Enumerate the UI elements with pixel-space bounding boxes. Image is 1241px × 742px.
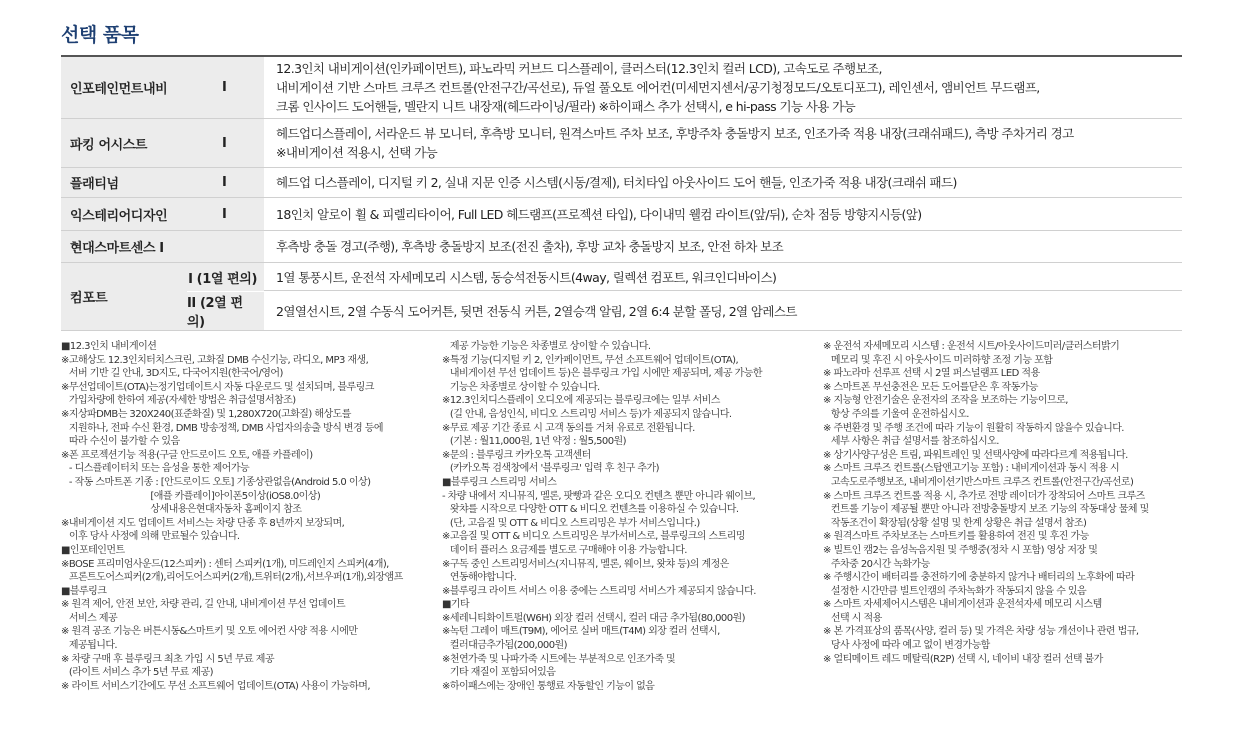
option-desc-line: 내비게이션 기반 스마트 크루즈 컨트롤(안전구간/곡선로), 듀얼 풀오토 에어컨(미세먼지센서/공기청정모드/오토디포그), 레인센서, 앰비언트 무드램프, [276,80,1040,95]
note-line: 기타 재질이 포함되어있음 [442,667,556,679]
note-line: - 디스플레이터치 또는 음성을 통한 제어가능 [61,463,250,475]
note-line: (단, 고음질 및 OTT & 비디오 스트리밍은 부가 서비스입니다.) [442,517,700,529]
option-row-exterior-design [61,198,1182,231]
note-line: ※ 본 가격표상의 품목(사양, 컬러 등) 및 가격은 차량 성능 개선이나 관련 법규, [823,626,1139,638]
option-desc [264,198,1182,230]
note-line: 상세내용은현대자동차 홈페이지 참조 [61,504,302,516]
note-line: - 작동 스마트폰 기종 : [안드로이드 오토] 기종상관없음(Android 5.0 이상) [61,476,371,488]
note-line: ※ 스마트 자세제어시스템은 내비게이션과 운전석자세 메모리 시스템 [823,599,1102,611]
note-line: 프론트도어스피커(2개),리어도어스피커(2개),트위터(2개),서브우퍼(1개),외장앰프 [61,572,403,584]
note-line: ※문의 : 블루링크 카카오톡 고객센터 [442,449,591,461]
note-line: 주차중 20시간 녹화가능 [823,558,930,570]
note-line: 선택 시 적용 [823,612,882,624]
comfort-sub-row [187,291,1182,330]
note-line: ※ 스마트 크루즈 컨트롤(스탑앤고기능 포함) : 내비게이션과 동시 적용 시 [823,463,1120,475]
note-line: ※ 운전석 자세메모리 시스템 : 운전석 시트/아웃사이드미러/클러스터밝기 [823,341,1120,352]
note-line: ※ 빌트인 캠2는 음성녹음지원 및 주행중(정차 시 포함) 영상 저장 및 [823,544,1098,556]
option-desc [264,119,1182,167]
note-line: ※블루링크 라이트 서비스 이용 중에는 스트리밍 서비스가 제공되지 않습니다. [442,585,756,597]
note-line: 내비게이션 무선 업데이트 등)은 블루링크 가입 시에만 제공되며, 제공 가능한 [442,368,762,380]
option-category [61,119,264,167]
option-row-smart-sense [61,231,1182,263]
note-line: ※ 얼티메이트 레드 메탈릭(R2P) 선택 시, 네이비 내장 컬러 선택 불가 [823,653,1103,665]
options-table [61,55,1182,331]
note-line: 메모리 및 후진 시 아웃사이드 미러하향 조정 기능 포함 [823,354,1053,366]
note-line: 따라 수신이 불가할 수 있음 [61,436,180,448]
note-line: ※12.3인치디스플레이 오디오에 제공되는 블루링크에는 일부 서비스 [442,395,720,407]
note-line: ※세레니티화이트펄(W6H) 외장 컬러 선택시, 컬러 대금 추가됨(80,000원) [442,612,745,624]
option-level: I [222,80,227,95]
note-line: 작동조건이 확장됨(상황 설명 및 한계 상황은 취급 설명서 참조) [823,517,1087,529]
note-line: ※ 원격 제어, 안전 보안, 차량 관리, 길 안내, 내비게이션 무선 업데이트 [61,599,346,611]
note-line: - 차량 내에서 지니뮤직, 멜론, 팟빵과 같은 오디오 컨텐츠 뿐만 아니라 웨이브, [442,490,756,502]
option-category-name: 익스테리어디자인 [70,208,168,224]
option-category [61,198,264,230]
option-desc-line: 18인치 알로이 휠 & 피렐리타이어, Full LED 헤드램프(프로젝션 타입), 다이내믹 웰컴 라이트(앞/뒤), 순차 점등 방향지시등(앞) [276,206,922,222]
comfort-sub-desc: 1열 통풍시트, 운전석 자세메모리 시스템, 동승석전동시트(4way, 릴렉션 컴포트, 워크인디바이스) [264,263,1182,291]
note-line: ※ 원격스마트 주차보조는 스마트키를 활용하여 전진 및 후진 가능 [823,531,1089,543]
option-desc-line: 후측방 충돌 경고(주행), 후측방 충돌방지 보조(전진 출차), 후방 교차 충돌방지 보조, 안전 하차 보조 [276,239,784,254]
note-line: ※ 스마트폰 무선충전은 모든 도어를닫은 후 작동가능 [823,381,1038,393]
note-line: 이후 당사 사정에 의해 만료될수 있습니다. [61,531,240,543]
note-line: ※BOSE 프리미엄사운드(12스피커) : 센터 스피커(1개), 미드레인지 스피커(4개), [61,558,389,570]
note-line: 지원하나, 전파 수신 환경, DMB 방송정책, DMB 사업자의송출 방식 변경 등에 [61,422,383,434]
note-line: ※고음질 및 OTT & 비디오 스트리밍은 부가서비스로, 블루링크의 스트리밍 [442,531,745,543]
note-line: 컬러대금추가됨(200,000원) [442,640,567,652]
notes-column-3 [823,340,1149,666]
note-line: ※내비게이션 지도 업데이트 서비스는 차량 단종 후 8년까지 보장되며, [61,517,345,529]
note-line: 기능은 차종별로 상이할 수 있습니다. [442,381,600,393]
option-level: I [222,206,227,222]
note-line: (기본 : 월11,000원, 1년 약정 : 월5,500원) [442,436,626,448]
note-line: 왓챠를 시작으로 다양한 OTT & 비디오 컨텐츠를 이용하실 수 있습니다. [442,504,739,516]
option-category [61,168,264,197]
note-line: ■기타 [442,599,470,611]
note-line: ※고해상도 12.3인치터치스크린, 고화질 DMB 수신기능, 라디오, MP3 재생, [61,354,369,366]
note-line: ■블루링크 [61,585,107,597]
note-line: ※ 차량 구매 후 블루링크 최초 가입 시 5년 무료 제공 [61,653,275,665]
option-category [61,231,264,262]
note-line: ※구독 중인 스트리밍서비스(지니뮤직, 멜론, 웨이브, 왓챠 등)의 계정은 [442,558,729,570]
option-row-platinum [61,168,1182,198]
option-desc-line: 크롬 인사이드 도어핸들, 멜란지 니트 내장재(헤드라이닝/필라) ※하이패스 추가 선택시, e hi-pass 기능 사용 가능 [276,99,856,114]
note-line: ※천연가죽 및 나파가죽 시트에는 부분적으로 인조가죽 및 [442,653,676,665]
option-desc-line: 12.3인치 내비게이션(인카페이먼트), 파노라믹 커브드 디스플레이, 클러스터(12.3인치 컬러 LCD), 고속도로 주행보조, [276,61,882,76]
option-category-name: 현대스마트센스 I [70,241,164,256]
note-line: 가입차량에 한하여 제공(자세한 방법은 취급설명서참조) [61,395,296,407]
comfort-sub-options [187,263,1182,330]
section-title: 선택 품목 [61,24,139,46]
note-line: (카카오톡 검색창에서 '블루링크' 입력 후 친구 추가) [442,463,659,475]
option-desc [264,57,1182,118]
note-line: 제공 가능한 기능은 차종별로 상이할 수 있습니다. [442,341,651,352]
note-line: 서비스 제공 [61,612,118,624]
note-line: (길 안내, 음성인식, 비디오 스트리밍 서비스 등)가 제공되지 않습니다. [442,408,732,420]
note-line: 컨트롤 기능이 제공될 뿐만 아니라 전방충돌방지 보조 기능의 작동대상 물체 및 [823,504,1149,516]
note-line: ※ 원격 공조 기능은 버튼시동&스마트키 및 오토 에어컨 사양 적용 시에만 [61,626,358,638]
option-category-name: 인포테인먼트내비 [70,82,168,97]
note-line: ※ 주변환경 및 주행 조건에 따라 기능이 원활히 작동하지 않을수 있습니다. [823,422,1124,434]
note-line: ※무료 제공 기간 종료 시 고객 동의를 거쳐 유료로 전환됩니다. [442,422,695,434]
note-line: 데이터 플러스 요금제를 별도로 구매해야 이용 가능합니다. [442,544,687,556]
note-line: ※ 스마트 크루즈 컨트롤 적용 시, 추가로 전방 레이더가 장착되어 스마트 크루즈 [823,490,1145,502]
note-line: 서버 기반 길 안내, 3D지도, 다국어지원(한국어/영어) [61,368,283,380]
option-category-name: 파킹 어시스트 [70,137,148,153]
option-desc-line: 헤드업 디스플레이, 디지털 키 2, 실내 지문 인증 시스템(시동/결제), 터치타입 아웃사이드 도어 핸들, 인조가죽 적용 내장(크래쉬 패드) [276,175,957,190]
note-line: ※ 지능형 안전기술은 운전자의 조작을 보조하는 기능이므로, [823,395,1068,407]
note-line: ※지상파DMB는 320X240(표준화질) 및 1,280X720(고화질) 해상도를 [61,408,351,420]
option-category-name: 컴포트 [61,263,187,330]
note-line: ■블루링크 스트리밍 서비스 [442,476,557,488]
note-line: 제공됩니다. [61,640,118,652]
notes-column-2 [442,340,762,693]
notes-column-1 [61,340,403,693]
option-row-parking-assist [61,119,1182,168]
option-level: I [222,135,227,151]
note-line: ※녹턴 그레이 매트(T9M), 에어로 실버 매트(T4M) 외장 컬러 선택시, [442,626,720,638]
comfort-sub-label: II (2열 편의) [187,292,264,330]
note-line: ※무선업데이트(OTA)는정기업데이트시 자동 다운로드 및 설치되며, 블루링크 [61,381,374,393]
option-desc-line: 헤드업디스플레이, 서라운드 뷰 모니터, 후측방 모니터, 원격스마트 주차 보조, 후방주차 충돌방지 보조, 인조가죽 적용 내장(크래쉬패드), 측방 주차거리 경고 [276,126,1074,141]
note-line: 설정한 시간만큼 빌트인캠의 주차녹화가 작동되지 않을 수 있음 [823,585,1087,597]
option-desc [264,231,1182,262]
note-line: 항상 주의를 기울여 운전하십시오. [823,408,969,420]
comfort-sub-label: I (1열 편의) [187,263,264,291]
note-line: ■12.3인치 내비게이션 [61,341,157,352]
note-line: 당사 사정에 따라 예고 없이 변경가능함 [823,640,990,652]
comfort-sub-desc: 2열열선시트, 2열 수동식 도어커튼, 뒷면 전동식 커튼, 2열승객 알림, 2열 6:4 분할 폴딩, 2열 암레스트 [276,304,797,319]
option-row-infotainment [61,57,1182,119]
note-line: 연동해야합니다. [442,572,517,584]
note-line: 고속도로주행보조, 내비게이션기반스마트 크루즈 컨트롤(안전구간/곡선로) [823,476,1134,488]
note-line: ※ 파노라마 선루프 선택 시 2열 퍼스널램프 LED 적용 [823,368,1040,380]
note-line: ※ 주행시간이 배터리를 충전하기에 충분하지 않거나 배터리의 노후화에 따라 [823,572,1135,584]
option-level: I [222,175,227,190]
note-line: 세부 사항은 취급 설명서를 참조하십시오. [823,436,999,448]
note-line: [애플 카플레이]아이폰5이상(iOS8.0이상) [61,490,321,502]
option-desc [264,168,1182,197]
note-line: ※ 라이트 서비스기간에도 무선 소프트웨어 업데이트(OTA) 사용이 가능하며, [61,680,371,692]
option-category-name: 플래티넘 [70,177,119,192]
option-desc-line: ※내비게이션 적용시, 선택 가능 [276,145,438,160]
note-line: (라이트 서비스 추가 5년 무료 제공) [61,667,213,679]
note-line: ※폰 프로젝션기능 적용(구글 안드로이드 오토, 애플 카플레이) [61,449,313,461]
comfort-sub-row [187,263,1182,291]
note-line: ■인포테인먼트 [61,544,125,556]
note-line: ※ 상기사양구성은 트림, 파워트레인 및 선택사양에 따라다르게 적용됩니다. [823,449,1128,461]
note-line: ※특정 기능(디지털 키 2, 인카페이먼트, 무선 소프트웨어 업데이트(OTA), [442,354,739,366]
option-row-comfort [61,263,1182,331]
option-category [61,57,264,118]
note-line: ※하이패스에는 장애인 통행료 자동할인 기능이 없음 [442,680,655,692]
